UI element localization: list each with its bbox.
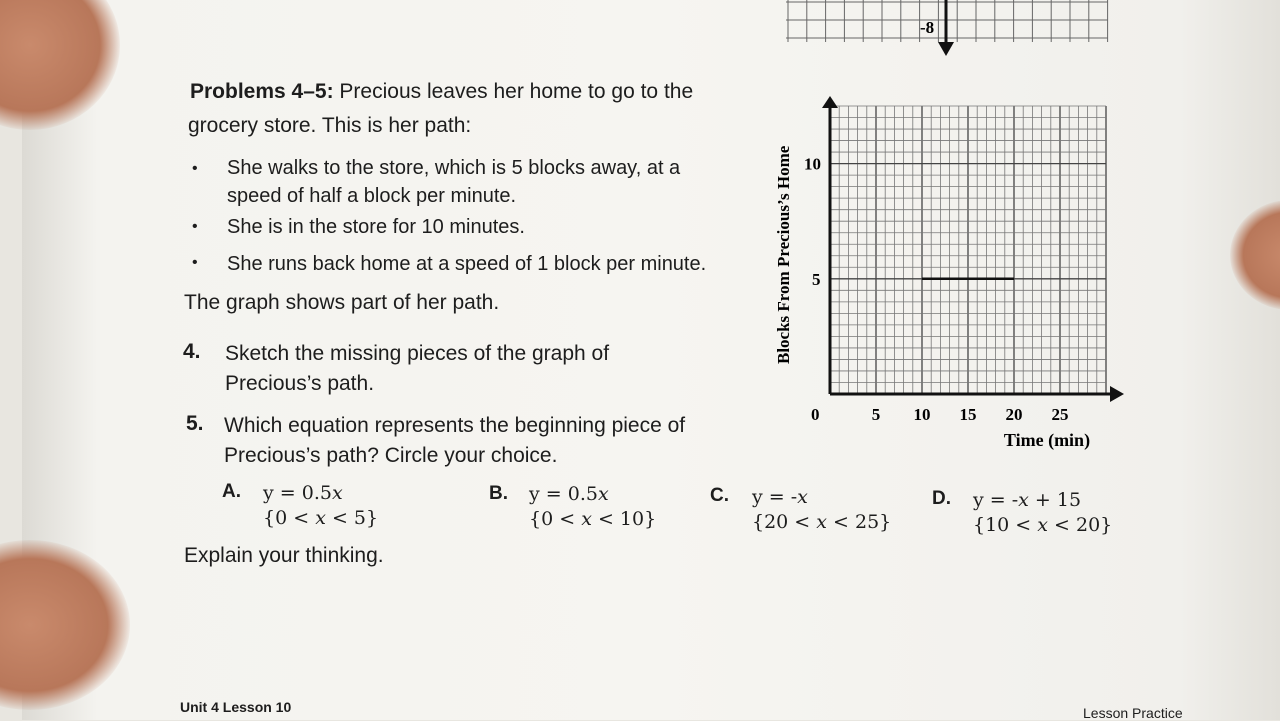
choice-a-letter[interactable]: A. (222, 481, 241, 502)
y-tick-label: 5 (812, 269, 821, 289)
choice-d-equation[interactable]: y = -x + 15 (973, 489, 1082, 511)
question-4-line1: Sketch the missing pieces of the graph of (225, 342, 610, 365)
choice-b-domain[interactable]: {0 < x < 10} (529, 508, 657, 530)
bullet-1-line2: speed of half a block per minute. (227, 185, 517, 207)
x-tick-label: 5 (871, 405, 881, 424)
x-tick-label: 25 (1051, 405, 1069, 424)
choice-c-domain[interactable]: {20 < x < 25} (752, 511, 892, 533)
footer-lesson-practice: Lesson Practice (1083, 705, 1183, 721)
bullet-dot: • (192, 160, 198, 177)
x-tick-label: 10 (913, 405, 931, 424)
question-5-line2: Precious’s path? Circle your choice. (224, 444, 558, 467)
origin-label: 0 (811, 405, 820, 424)
choice-b-letter[interactable]: B. (489, 483, 508, 504)
problems-heading: Problems 4–5: (190, 80, 334, 103)
question-4-number: 4. (183, 340, 201, 363)
question-5-number: 5. (186, 412, 204, 435)
x-axis-arrow (1110, 386, 1124, 402)
choice-d-domain[interactable]: {10 < x < 20} (973, 514, 1113, 536)
explain-prompt: Explain your thinking. (184, 544, 384, 567)
problems-intro-line1 (190, 80, 693, 104)
previous-graph-fragment (786, 0, 1110, 58)
graph-labels (804, 155, 1090, 451)
x-axis-label: Time (min) (1003, 430, 1091, 450)
choice-b-equation[interactable]: y = 0.5x (529, 483, 609, 505)
question-4-line2: Precious’s path. (225, 372, 375, 395)
bullet-1-line1: She walks to the store, which is 5 blocks away, at a (227, 157, 681, 179)
bullet-dot: • (192, 254, 198, 271)
footer-unit-lesson: Unit 4 Lesson 10 (180, 699, 292, 715)
bullet-3: She runs back home at a speed of 1 block per minute. (227, 253, 707, 275)
graph-grid (830, 106, 1106, 394)
y-axis-label: Blocks From Precious’s Home (774, 145, 793, 364)
choice-a-equation[interactable]: y = 0.5x (263, 482, 343, 504)
choice-c-equation[interactable]: y = -x (752, 486, 808, 508)
graph-note: The graph shows part of her path. (184, 291, 500, 314)
y-tick-label: 10 (804, 154, 821, 174)
previous-graph-tick-label: -8 (920, 18, 935, 37)
y-axis-arrow (822, 96, 838, 108)
distance-time-graph[interactable] (765, 88, 1130, 458)
bullet-dot: • (192, 218, 198, 235)
question-5-line1: Which equation represents the beginning piece of (224, 414, 686, 437)
x-tick-label: 20 (1005, 405, 1023, 424)
choice-d-letter[interactable]: D. (932, 488, 951, 509)
choice-c-letter[interactable]: C. (710, 485, 729, 506)
choice-a-domain[interactable]: {0 < x < 5} (263, 507, 379, 529)
problems-intro-text: Precious leaves her home to go to the (339, 80, 694, 103)
problems-intro-line2: grocery store. This is her path: (188, 114, 472, 137)
bullet-2: She is in the store for 10 minutes. (227, 216, 525, 238)
x-tick-label: 15 (959, 405, 977, 424)
